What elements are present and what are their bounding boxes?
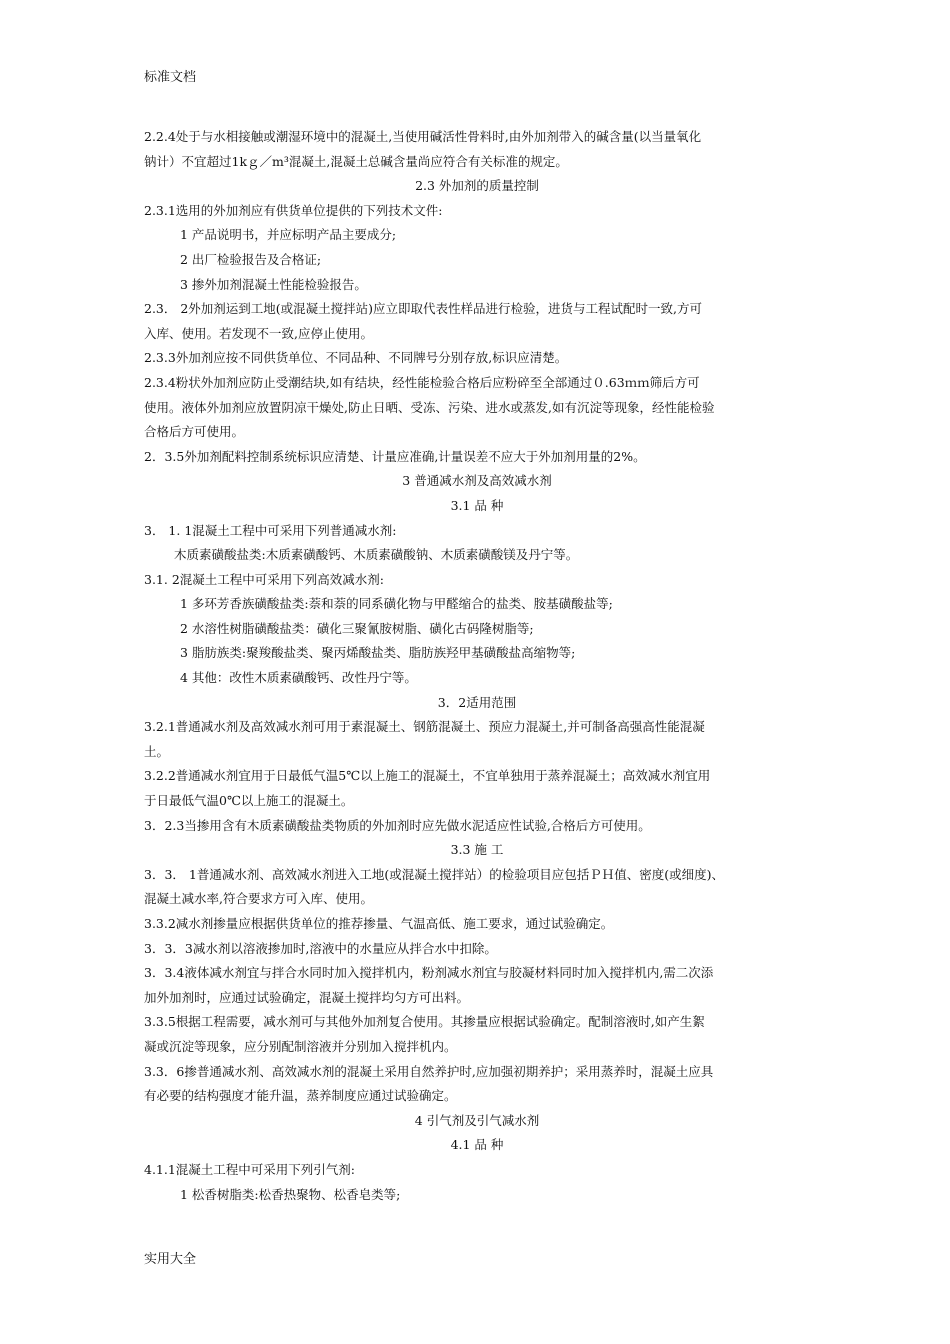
text-line: 加外加剂时，应通过试验确定，混凝土搅拌均匀方可出料。: [144, 989, 470, 1005]
text-line: 3． 1. 1混凝土工程中可采用下列普通减水剂:: [144, 522, 397, 538]
text-line: 2 出厂检验报告及合格证;: [180, 251, 322, 267]
page-footer: 实用大全: [144, 1252, 197, 1267]
section-heading: 4.1 品 种: [450, 1137, 504, 1153]
text-line: 2.3.4粉状外加剂应防止受潮结块,如有结块，经性能检验合格后应粉碎至全部通过０.63ｍｍ筛后方可: [144, 374, 700, 390]
section-heading: 3.1 品 种: [450, 497, 504, 513]
text-line: 3.3.2减水剂掺量应根据供货单位的推荐掺量、气温高低、施工要求，通过试验确定。: [144, 916, 614, 931]
text-line: 2．3.5外加剂配料控制系统标识应清楚、计量应准确,计量误差不应大于外加剂用量的2%。: [144, 448, 646, 464]
text-line: 1 多环芳香族磺酸盐类:萘和萘的同系磺化物与甲醛缩合的盐类、胺基磺酸盐等;: [180, 596, 613, 612]
text-line: 于日最低气温0℃以上施工的混凝土。: [144, 793, 354, 809]
section-heading: 3．2适用范围: [437, 694, 517, 710]
text-line: 3．3． 1普通减水剂、高效减水剂进入工地(或混凝土搅拌站）的检验项目应包括ＰＨ值、密度(或细度)、: [144, 866, 724, 882]
text-line: 2.3.3外加剂应按不同供货单位、不同品种、不同牌号分别存放,标识应清楚。: [144, 350, 568, 366]
text-line: 4.1.1混凝土工程中可采用下列引气剂:: [144, 1161, 356, 1177]
text-line: 3 脂肪族类:聚羧酸盐类、聚丙烯酸盐类、脂肪族羟甲基磺酸盐高缩物等;: [180, 645, 576, 661]
section-heading: 4 引气剂及引气减水剂: [414, 1112, 540, 1128]
text-line: 2 水溶性树脂磺酸盐类：磺化三聚氰胺树脂、磺化古码隆树脂等;: [180, 620, 534, 636]
text-line: 3.3.5根据工程需要，减水剂可与其他外加剂复合使用。其掺量应根据试验确定。配制溶液时,如产生絮: [144, 1014, 705, 1030]
document-body: [144, 125, 810, 1207]
text-line: 3.2.2普通减水剂宜用于日最低气温5℃以上施工的混凝土，不宜单独用于蒸养混凝土；高效减水剂宜用: [144, 768, 711, 784]
text-line: 3.3．6掺普通减水剂、高效减水剂的混凝土采用自然养护时,应加强初期养护；采用蒸养时，混凝土应具: [144, 1063, 714, 1079]
text-line: 4 其他：改性木质素磺酸钙、改性丹宁等。: [180, 670, 417, 686]
text-line: 3．2.3当掺用含有木质素磺酸盐类物质的外加剂时应先做水泥适应性试验,合格后方可使用。: [144, 817, 651, 833]
text-line: 2.3.1选用的外加剂应有供货单位提供的下列技术文件:: [144, 202, 443, 218]
section-heading: 3.3 施 工: [450, 842, 504, 858]
text-line: 3.1. 2混凝土工程中可采用下列高效减水剂:: [144, 571, 384, 587]
page-header: 标准文档: [144, 70, 197, 85]
text-line: 1 产品说明书，并应标明产品主要成分;: [180, 227, 397, 243]
text-line: 土。: [144, 743, 170, 759]
text-line: 2.2.4处于与水相接触或潮湿环境中的混凝土,当使用碱活性骨料时,由外加剂带入的碱含量(以当量氧化: [144, 129, 702, 144]
text-line: 使用。液体外加剂应放置阴凉干燥处,防止日晒、受冻、污染、进水或蒸发,如有沉淀等现象，经性能检验: [144, 399, 715, 415]
text-line: 1 松香树脂类:松香热聚物、松香皂类等;: [180, 1186, 401, 1202]
section-heading: 3 普通减水剂及高效减水剂: [402, 473, 552, 489]
text-line: 3．3．3减水剂以溶液掺加时,溶液中的水量应从拌合水中扣除。: [144, 940, 497, 956]
text-line: 混凝土减水率,符合要求方可入库、使用。: [144, 891, 373, 907]
text-line: 钠计）不宜超过1kｇ／m³混凝土,混凝土总碱含量尚应符合有关标准的规定。: [144, 153, 568, 169]
text-line: 3 掺外加剂混凝土性能检验报告。: [180, 276, 367, 292]
text-line: 凝或沉淀等现象，应分别配制溶液并分别加入搅拌机内。: [144, 1038, 457, 1054]
text-line: 有必要的结构强度才能升温，蒸养制度应通过试验确定。: [144, 1088, 457, 1104]
text-line: 木质素磺酸盐类:木质素磺酸钙、木质素磺酸钠、木质素磺酸镁及丹宁等。: [174, 547, 579, 563]
section-heading: 2.3 外加剂的质量控制: [415, 178, 539, 194]
text-line: 入库、使用。若发现不一致,应停止使用。: [144, 325, 373, 341]
text-line: 2.3． 2外加剂运到工地(或混凝土搅拌站)应立即取代表性样品进行检验，进货与工程试配时一致,方可: [144, 301, 703, 317]
text-line: 3.2.1普通减水剂及高效减水剂可用于素混凝土、钢筋混凝土、预应力混凝土,并可制备高强高性能混凝: [144, 719, 705, 735]
text-line: 3．3.4液体减水剂宜与拌合水同时加入搅拌机内，粉剂减水剂宜与胶凝材料同时加入搅拌机内,需二次添: [144, 965, 714, 981]
text-line: 合格后方可使用。: [144, 424, 245, 440]
